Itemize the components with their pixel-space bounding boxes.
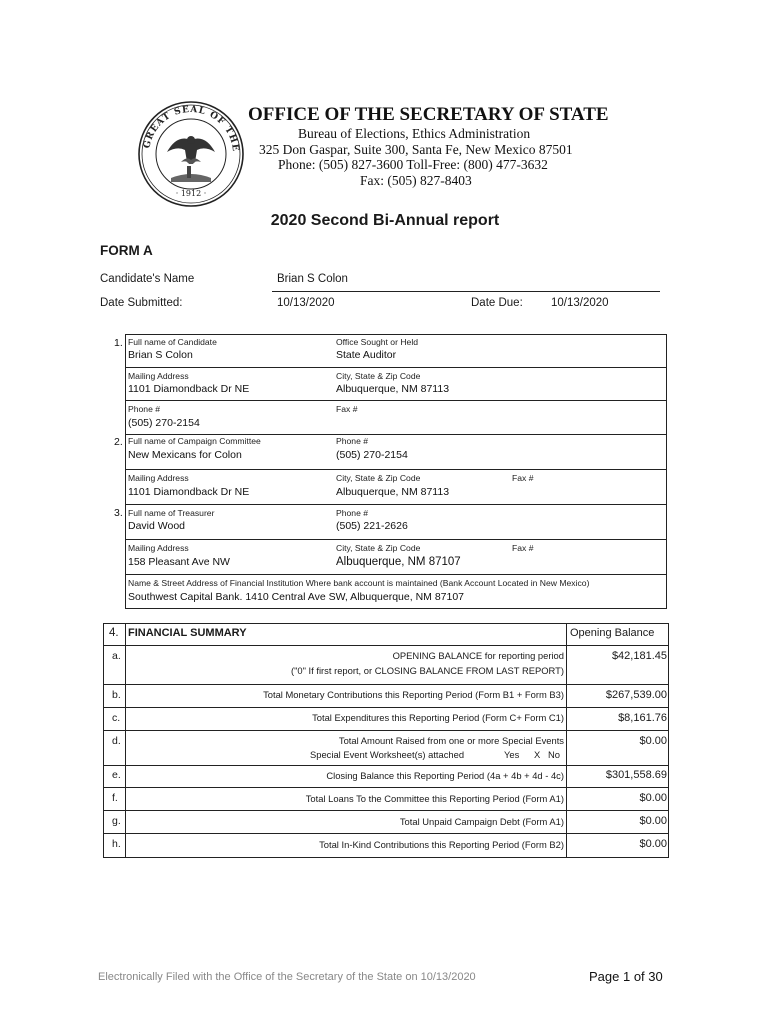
full-name-value: Brian S Colon — [128, 349, 193, 361]
treasurer-phone-value: (505) 221-2626 — [336, 520, 408, 532]
committee-fax-label: Fax # — [512, 473, 534, 483]
phone-line: Phone: (505) 827-3600 Toll-Free: (800) 477-3632 — [278, 157, 548, 172]
row-c-label: Total Expenditures this Reporting Period (Form C+ Form C1) — [312, 712, 564, 723]
fin-border — [103, 645, 669, 646]
row-b-value: $267,539.00 — [605, 689, 667, 701]
committee-city-value: Albuquerque, NM 87113 — [336, 486, 450, 498]
treasurer-value: David Wood — [128, 520, 186, 532]
row-e-letter: e. — [112, 769, 121, 781]
fin-number: 4. — [109, 627, 119, 639]
office-title: OFFICE OF THE SECRETARY OF STATE — [248, 104, 609, 125]
fin-border — [103, 810, 669, 811]
treasurer-mailing-value: 158 Pleasant Ave NW — [128, 556, 230, 568]
row-divider — [125, 434, 667, 435]
row-d-label-2: Special Event Worksheet(s) attached — [310, 749, 465, 760]
row-d-yes: Yes — [504, 749, 520, 760]
mailing-label: Mailing Address — [128, 371, 189, 381]
row-d-x-mark: X — [534, 749, 541, 760]
row-divider — [125, 400, 667, 401]
fin-border-letter — [125, 623, 126, 857]
date-submitted-value: 10/13/2020 — [277, 297, 335, 309]
fin-border — [103, 684, 669, 685]
phone-label: Phone # — [128, 404, 161, 414]
row-f-value: $0.00 — [639, 792, 667, 804]
city-label: City, State & Zip Code — [336, 371, 421, 381]
section-1-number: 1. — [114, 337, 123, 349]
row-a-letter: a. — [112, 650, 121, 662]
date-due-label: Date Due: — [471, 297, 523, 309]
treasurer-label: Full name of Treasurer — [128, 508, 215, 518]
treasurer-phone-label: Phone # — [336, 508, 369, 518]
address-line: 325 Don Gaspar, Suite 300, Santa Fe, New Mexico 87501 — [259, 142, 573, 157]
office-label: Office Sought or Held — [336, 337, 419, 347]
row-d-no: No — [548, 749, 560, 760]
row-divider — [125, 539, 667, 540]
row-divider — [125, 367, 667, 368]
date-due-value: 10/13/2020 — [551, 297, 609, 309]
page-number: Page 1 of 30 — [589, 969, 663, 984]
section-3-number: 3. — [114, 507, 123, 519]
svg-text:· 1912 ·: · 1912 · — [175, 189, 207, 198]
row-a-label-1: OPENING BALANCE for reporting period — [392, 650, 564, 661]
fin-border-right — [668, 623, 669, 857]
treasurer-city-label: City, State & Zip Code — [336, 543, 421, 553]
treasurer-mailing-label: Mailing Address — [128, 543, 189, 553]
state-seal-icon — [137, 100, 245, 208]
financial-summary-table — [103, 623, 669, 858]
committee-phone-value: (505) 270-2154 — [336, 449, 408, 461]
phone-value: (505) 270-2154 — [128, 417, 200, 429]
office-value: State Auditor — [336, 349, 397, 361]
row-f-label: Total Loans To the Committee this Reporting Period (Form A1) — [305, 793, 564, 804]
city-value: Albuquerque, NM 87113 — [336, 383, 450, 395]
row-d-letter: d. — [112, 735, 121, 747]
full-name-label: Full name of Candidate — [128, 337, 217, 347]
bank-value: Southwest Capital Bank. 1410 Central Ave SW, Albuquerque, NM 87107 — [128, 591, 465, 603]
row-a-label-2: ("0" If first report, or CLOSING BALANCE FROM LAST REPORT) — [290, 665, 564, 676]
date-submitted-label: Date Submitted: — [100, 297, 183, 309]
row-h-label: Total In-Kind Contributions this Reporting Period (Form B2) — [319, 839, 564, 850]
fax-line: Fax: (505) 827-8403 — [360, 173, 472, 188]
committee-phone-label: Phone # — [336, 436, 369, 446]
fin-border-left — [103, 623, 104, 857]
bank-label: Name & Street Address of Financial Institution Where bank account is maintained (Bank Account Located in New Mexico) — [128, 578, 590, 588]
row-c-value: $8,161.76 — [618, 712, 667, 724]
report-title: 2020 Second Bi-Annual report — [270, 212, 500, 229]
fin-border — [103, 833, 669, 834]
row-b-letter: b. — [112, 689, 121, 701]
treasurer-city-value: Albuquerque, NM 87107 — [336, 556, 461, 568]
row-d-label-1: Total Amount Raised from one or more Special Events — [338, 735, 564, 746]
committee-mailing-value: 1101 Diamondback Dr NE — [128, 486, 250, 498]
row-b-label: Total Monetary Contributions this Reporting Period (Form B1 + Form B3) — [263, 689, 564, 700]
fax-label: Fax # — [336, 404, 358, 414]
row-divider — [125, 469, 667, 470]
row-h-letter: h. — [112, 838, 121, 850]
fin-border-bottom — [103, 857, 669, 858]
treasurer-fax-label: Fax # — [512, 543, 534, 553]
filed-notice: Electronically Filed with the Office of the Secretary of the State on 10/13/2020 — [98, 971, 476, 983]
row-g-value: $0.00 — [639, 815, 667, 827]
candidate-name-underline — [272, 291, 660, 292]
fin-title: FINANCIAL SUMMARY — [128, 627, 247, 639]
row-e-label: Closing Balance this Reporting Period (4a + 4b + 4d - 4c) — [326, 770, 564, 781]
committee-city-label: City, State & Zip Code — [336, 473, 421, 483]
candidate-name-value: Brian S Colon — [277, 273, 348, 285]
fin-border — [103, 765, 669, 766]
row-g-letter: g. — [112, 815, 121, 827]
row-h-value: $0.00 — [639, 838, 667, 850]
committee-value: New Mexicans for Colon — [128, 449, 242, 461]
svg-text:GREAT SEAL OF THE STATE OF NEW: GREAT SEAL OF THE — [142, 104, 241, 153]
form-label: FORM A — [100, 243, 153, 258]
section-2-number: 2. — [114, 436, 123, 448]
row-f-letter: f. — [112, 792, 118, 804]
fin-border — [103, 787, 669, 788]
fin-border-value — [566, 623, 567, 857]
candidate-name-label: Candidate's Name — [100, 273, 195, 285]
bureau-line: Bureau of Elections, Ethics Administration — [298, 126, 531, 141]
row-c-letter: c. — [112, 712, 121, 724]
row-divider — [125, 574, 667, 575]
committee-label: Full name of Campaign Committee — [128, 436, 261, 446]
committee-mailing-label: Mailing Address — [128, 473, 189, 483]
fin-border — [103, 730, 669, 731]
fin-col-header: Opening Balance — [570, 627, 655, 639]
mailing-value: 1101 Diamondback Dr NE — [128, 383, 250, 395]
row-e-value: $301,558.69 — [605, 769, 667, 781]
row-a-value: $42,181.45 — [611, 650, 667, 662]
fin-border-top — [103, 623, 669, 624]
row-divider — [125, 504, 667, 505]
fin-border — [103, 707, 669, 708]
row-d-value: $0.00 — [639, 735, 667, 747]
row-g-label: Total Unpaid Campaign Debt (Form A1) — [399, 816, 564, 827]
